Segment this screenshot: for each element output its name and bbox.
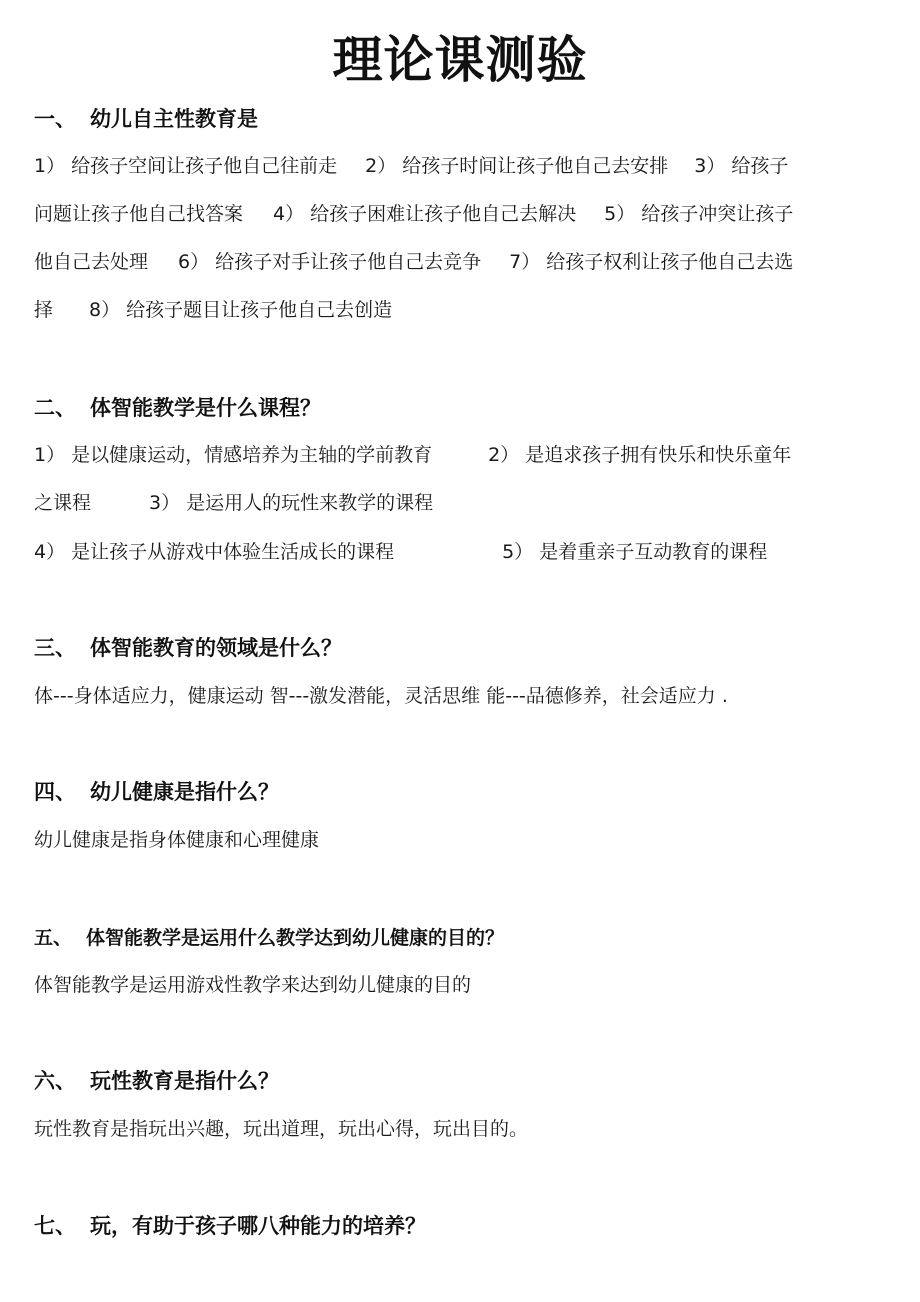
page-title: 理论课测验	[332, 31, 588, 89]
answer-item: 1） 是以健康运动，情感培养为主轴的学前教育	[34, 444, 433, 466]
answer-item: 4） 给孩子困难让孩子他自己去解决	[273, 203, 577, 225]
answer-item: 2） 给孩子时间让孩子他自己去安排	[365, 155, 669, 177]
answer-item: 之课程	[34, 492, 92, 514]
question-text: 幼儿自主性教育是	[90, 107, 258, 131]
question-number: 六、	[34, 1069, 76, 1093]
answer-line: 体---身体适应力，健康运动 智---激发潜能，灵活思维 能---品德修养，社会适应力 .	[34, 685, 728, 707]
question-number: 五、	[34, 927, 73, 949]
answer-item: 2） 是追求孩子拥有快乐和快乐童年	[488, 444, 792, 466]
answer-line	[34, 440, 791, 470]
question-heading-2	[34, 393, 321, 423]
answer-line	[34, 488, 433, 518]
answer-item: 1） 给孩子空间让孩子他自己往前走	[34, 155, 338, 177]
answer-item: 3） 是运用人的玩性来教学的课程	[149, 492, 434, 514]
answer-line	[34, 151, 788, 181]
answer-line	[34, 247, 793, 277]
answer-line	[34, 295, 392, 325]
answer-line: 幼儿健康是指身体健康和心理健康	[34, 829, 320, 851]
question-text: 幼儿健康是指什么？	[90, 780, 279, 804]
question-heading-5	[34, 923, 504, 953]
question-text: 体智能教学是运用什么教学达到幼儿健康的目的？	[86, 927, 505, 949]
answer-item: 7） 给孩子权利让孩子他自己去选	[509, 251, 794, 273]
question-text: 玩，有助于孩子哪八种能力的培养？	[90, 1214, 426, 1238]
question-number: 二、	[34, 396, 76, 420]
question-text: 体智能教育的领域是什么？	[90, 636, 342, 660]
answer-line	[34, 537, 767, 567]
question-text: 体智能教学是什么课程？	[90, 396, 321, 420]
answer-item: 6） 给孩子对手让孩子他自己去竞争	[178, 251, 482, 273]
question-number: 七、	[34, 1214, 76, 1238]
question-number: 三、	[34, 636, 76, 660]
answer-item: 4） 是让孩子从游戏中体验生活成长的课程	[34, 541, 395, 563]
question-heading-1	[34, 104, 258, 134]
question-number: 四、	[34, 780, 76, 804]
question-heading-7	[34, 1211, 426, 1241]
question-heading-3	[34, 633, 342, 663]
question-text: 玩性教育是指什么？	[90, 1069, 279, 1093]
answer-item: 他自己去处理	[34, 251, 149, 273]
answer-item: 3） 给孩子	[694, 155, 789, 177]
answer-item: 5） 是着重亲子互动教育的课程	[502, 541, 768, 563]
answer-item: 5） 给孩子冲突让孩子	[604, 203, 794, 225]
answer-line: 玩性教育是指玩出兴趣，玩出道理，玩出心得，玩出目的。	[34, 1118, 529, 1140]
question-number: 一、	[34, 107, 76, 131]
question-heading-4	[34, 777, 279, 807]
answer-item: 8） 给孩子题目让孩子他自己去创造	[89, 299, 393, 321]
answer-item: 择	[34, 299, 54, 321]
answer-item: 问题让孩子他自己找答案	[34, 203, 244, 225]
question-heading-6	[34, 1066, 279, 1096]
answer-line: 体智能教学是运用游戏性教学来达到幼儿健康的目的	[34, 974, 472, 996]
answer-line	[34, 199, 793, 229]
